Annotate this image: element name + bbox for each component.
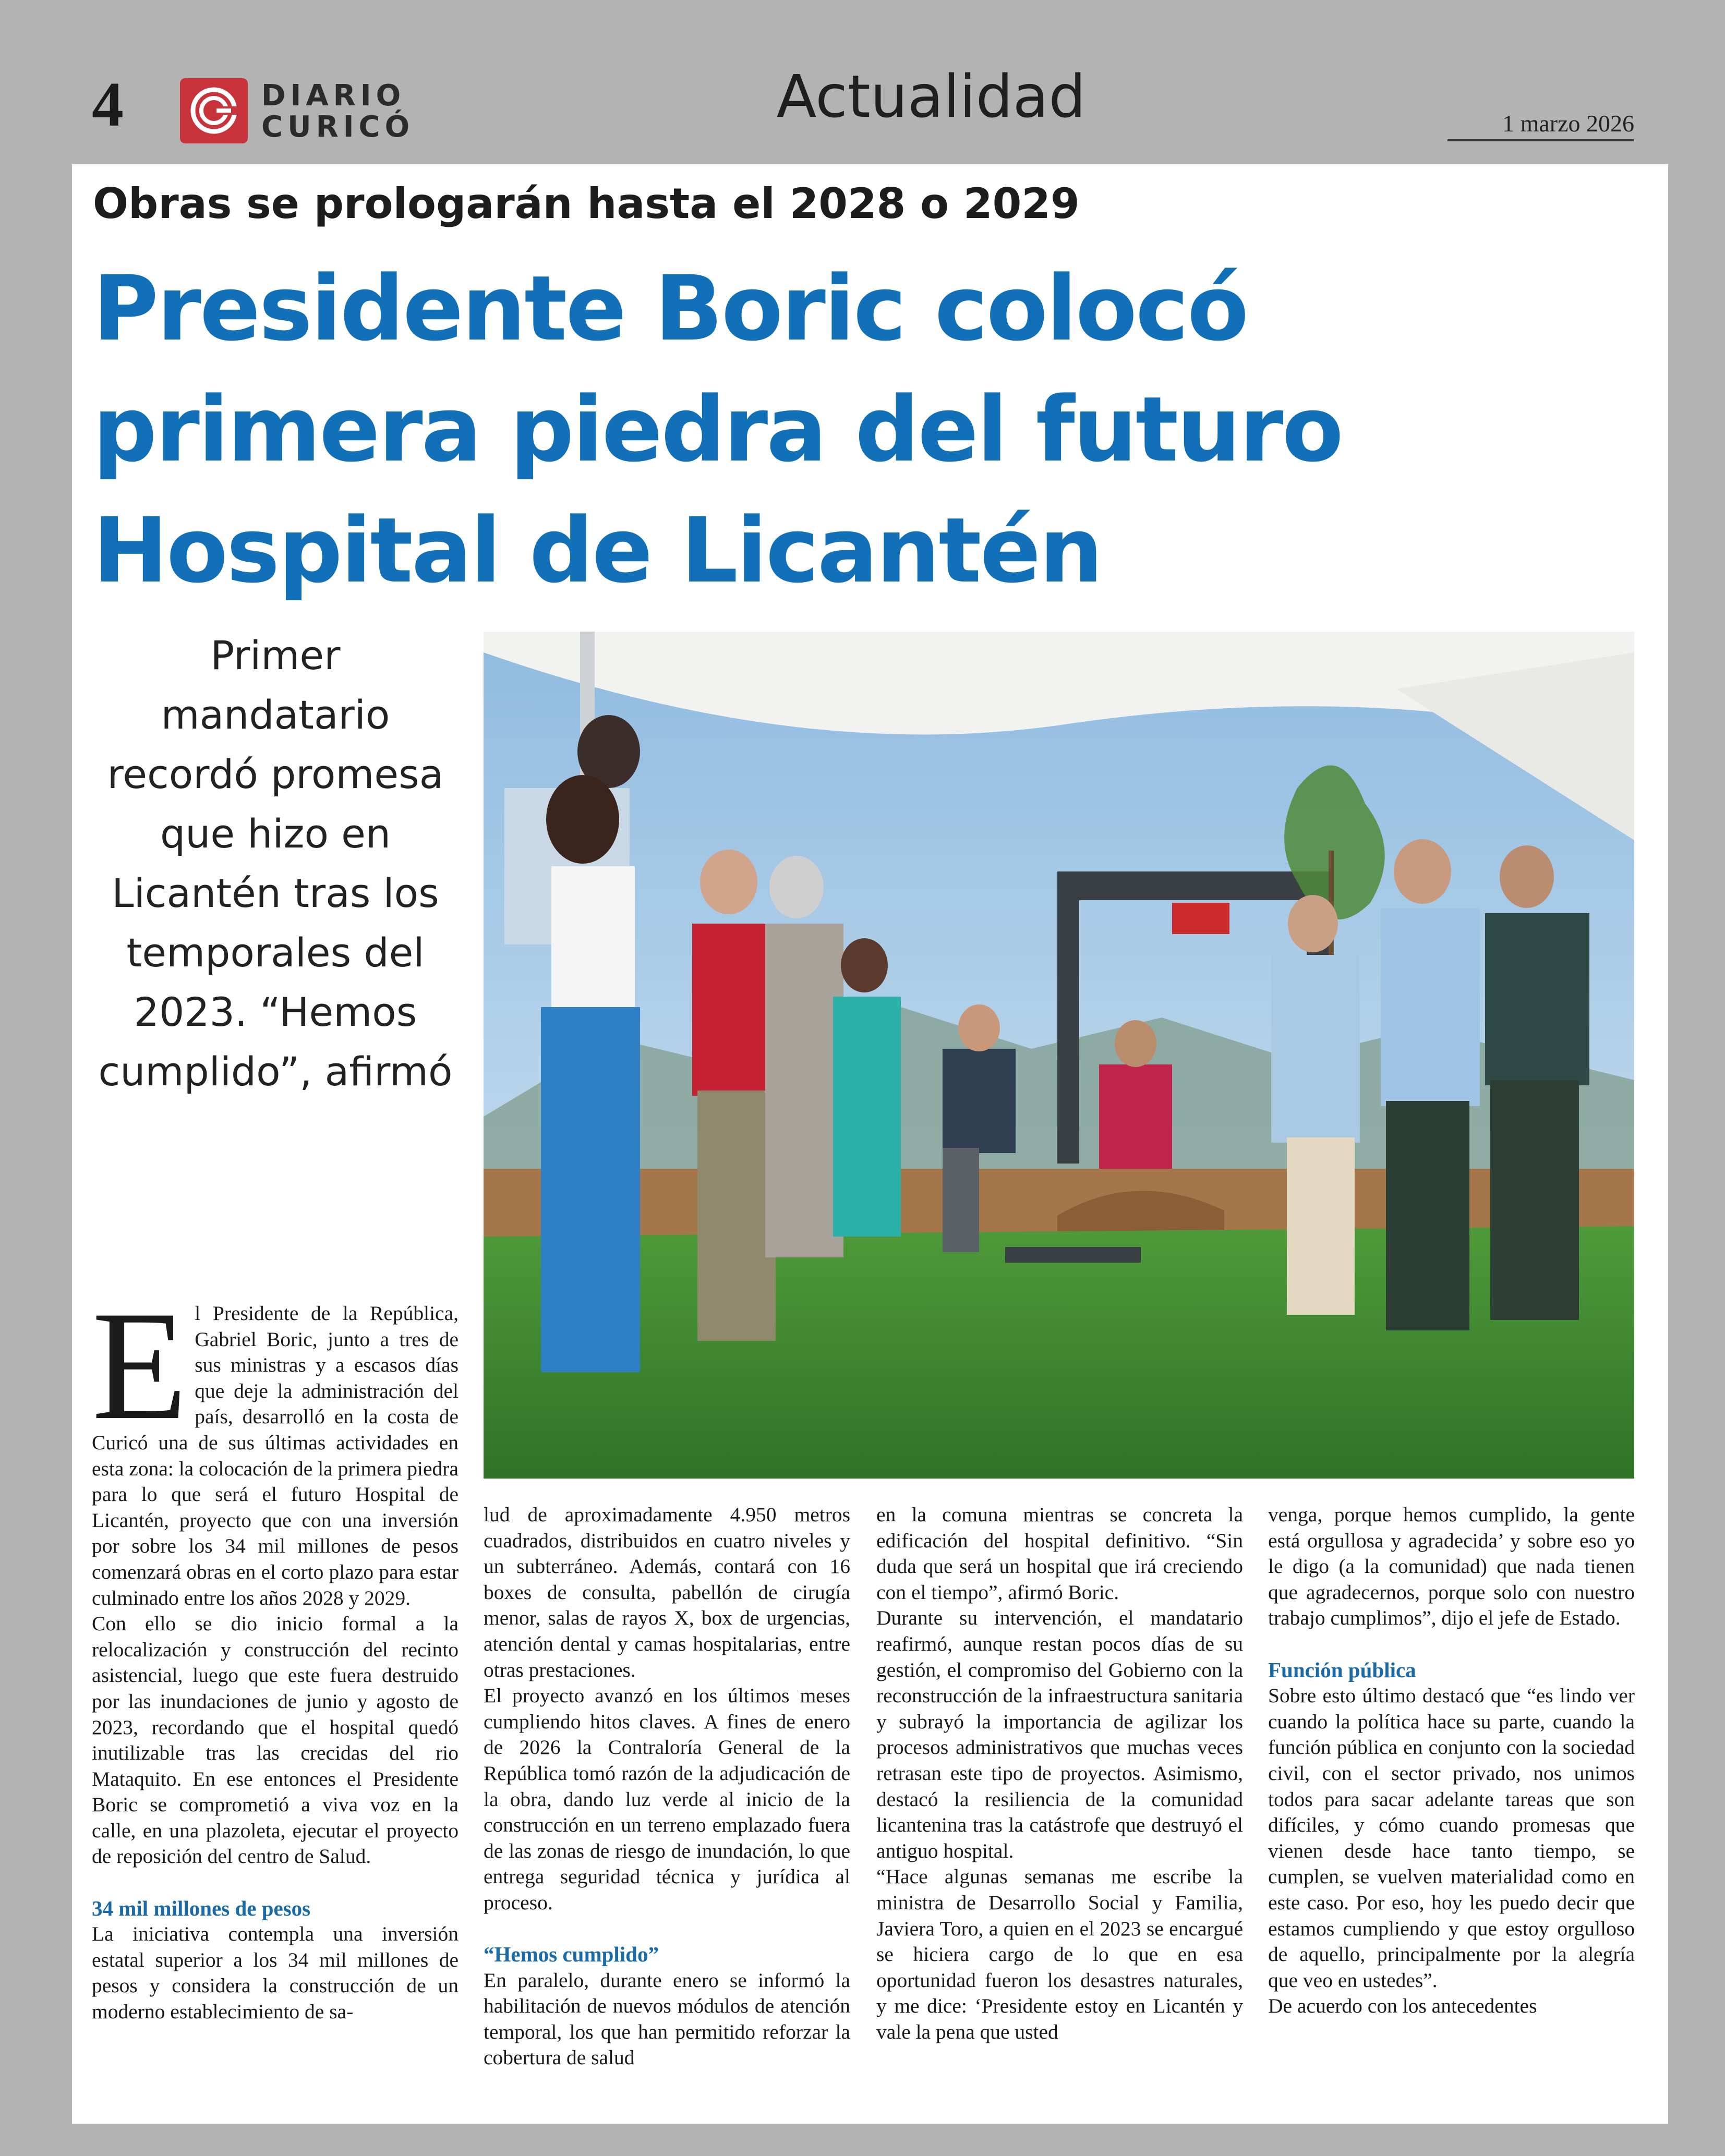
col3-paragraph-3: “Hace algunas semanas me escribe la ministra de Desarrollo Social y Familia, Javiera Toro, a quien en el 2023 se encargué se hiciera cargo de lo que en esa oportunidad fueron los desastres naturales, y me dice: ‘Presidente estoy en Licantén y vale la pena que usted xyxy=(876,1865,1243,2043)
article-column-3 xyxy=(876,1502,1243,2045)
logo xyxy=(180,78,415,143)
headline-line-1: Presidente Boric colocó xyxy=(93,256,1248,361)
subhead-hemos-cumplido: “Hemos cumplido” xyxy=(484,1942,659,1967)
col1-paragraph-3: La iniciativa contempla una inversión estatal superior a los 34 mil millones de pesos y considera la construcción de un moderno establecimiento de sa- xyxy=(92,1922,459,2024)
spacer xyxy=(92,1870,459,1896)
headline-line-2: primera piedra del futuro xyxy=(93,377,1342,482)
logo-mark-icon xyxy=(180,78,248,143)
col1-paragraph-1: l Presidente de la República, Gabriel Boric, junto a tres de sus ministras y a escasos días que deje la administración del país, desarrolló en la costa de Curicó una de sus últimas actividades en esta zona: la colocación de la primera piedra para lo que será el futuro Hospital de Licantén, proyecto que con una inversión por sobre los 34 mil millones de pesos comenzará obras en el corto plazo para estar culminado entre los años 2028 y 2029. xyxy=(92,1302,459,1609)
col3-paragraph-2: Durante su intervención, el mandatario reafirmó, aunque restan pocos días de su gestión, el compromiso del Gobierno con la reconstrucción de la infraestructura sanitaria y subrayó la importancia de agilizar los procesos administrativos que muchas veces retrasan este tipo de proyectos. Asimismo, destacó la resiliencia de la comunidad licantenina tras la catástrofe que destruyó el antiguo hospital. xyxy=(876,1606,1243,1862)
article-headline xyxy=(93,248,1606,611)
col3-paragraph-1: en la comuna mientras se concreta la edificación del hospital definitivo. “Sin duda que será un hospital que irá creciendo con el tiempo”, afirmó Boric. xyxy=(876,1503,1243,1604)
spacer xyxy=(1268,1631,1635,1657)
subhead-inversion: 34 mil millones de pesos xyxy=(92,1896,311,1920)
col2-paragraph-3: En paralelo, durante enero se informó la habilitación de nuevos módulos de atención temporal, los que han permitido reforzar la cobertura de salud xyxy=(484,1968,850,2069)
col2-paragraph-1: lud de aproximadamente 4.950 metros cuadrados, distribuidos en cuatro niveles y un subterráneo. Además, contará con 16 boxes de consulta, pabellón de cirugía menor, salas de rayos X, box de urgencias, atención dental y camas hospitalarias, entre otras prestaciones. xyxy=(484,1503,850,1681)
col2-paragraph-2: El proyecto avanzó en los últimos meses cumpliendo hitos claves. A fines de enero de 2026 la Contraloría General de la República tomó razón de la adjudicación de la obra, dando luz verde al inicio de la construcción en un terreno emplazado fuera de las zonas de riesgo de inundación, lo que entrega seguridad técnica y jurídica al proceso. xyxy=(484,1684,850,1914)
article-column-1 xyxy=(92,1279,459,2025)
issue-date: 1 marzo 2026 xyxy=(1502,110,1634,137)
article-deck: Primer mandatario recordó promesa que hizo en Licantén tras los temporales del 2023. “Hemos cumplido”, afirmó xyxy=(98,632,453,1095)
col4-paragraph-1: venga, porque hemos cumplido, la gente está orgullosa y agradecida’ y sobre eso yo le digo (a la comunidad) que nada tienen que agradecernos, porque solo con nuestro trabajo cumplimos”, dijo el jefe de Estado. xyxy=(1268,1503,1635,1630)
subhead-funcion-publica: Función pública xyxy=(1268,1657,1416,1682)
col4-paragraph-2: Sobre esto último destacó que “es lindo ver cuando la política hace su parte, cuando la función pública en conjunto con la sociedad civil, con el sector privado, nos unimos todos para sacar adelante tareas que son difíciles, y cómo cuando promesas que vienen desde hace tanto tiempo, se cumplen, se vuelven materialidad como en este caso. Por eso, hoy les puedo decir que estamos cumpliendo y que estoy orgulloso de aquello, principalmente por la alegría que veo en ustedes”. xyxy=(1268,1684,1635,1992)
article-column-2 xyxy=(484,1502,850,2071)
date-underline xyxy=(1447,139,1634,141)
headline-line-3: Hospital de Licantén xyxy=(93,498,1102,603)
article-column-4 xyxy=(1268,1502,1635,2019)
logo-text xyxy=(261,80,414,143)
logo-line1: DIARIO xyxy=(261,79,406,113)
photo-illustration xyxy=(484,632,1634,1479)
drop-cap: E xyxy=(92,1279,188,1452)
article-kicker: Obras se prologarán hasta el 2028 o 2029 xyxy=(93,179,1080,228)
page-number: 4 xyxy=(92,69,124,140)
section-title: Actualidad xyxy=(776,63,1086,131)
logo-line2: CURICÓ xyxy=(261,110,415,144)
col4-paragraph-3: De acuerdo con los antecedentes xyxy=(1268,1994,1537,2018)
spacer xyxy=(484,1916,850,1942)
col1-paragraph-2: Con ello se dio inicio formal a la relocalización y construcción del recinto asistencial, luego que este fuera destruido por las inundaciones de junio y agosto de 2023, recordando que el hospital quedó inutilizable tras las crecidas del rio Mataquito. En ese entonces el Presidente Boric se comprometió a viva voz en la calle, en una plazoleta, ejecutar el proyecto de reposición del centro de Salud. xyxy=(92,1612,459,1868)
article-photo xyxy=(484,632,1634,1479)
